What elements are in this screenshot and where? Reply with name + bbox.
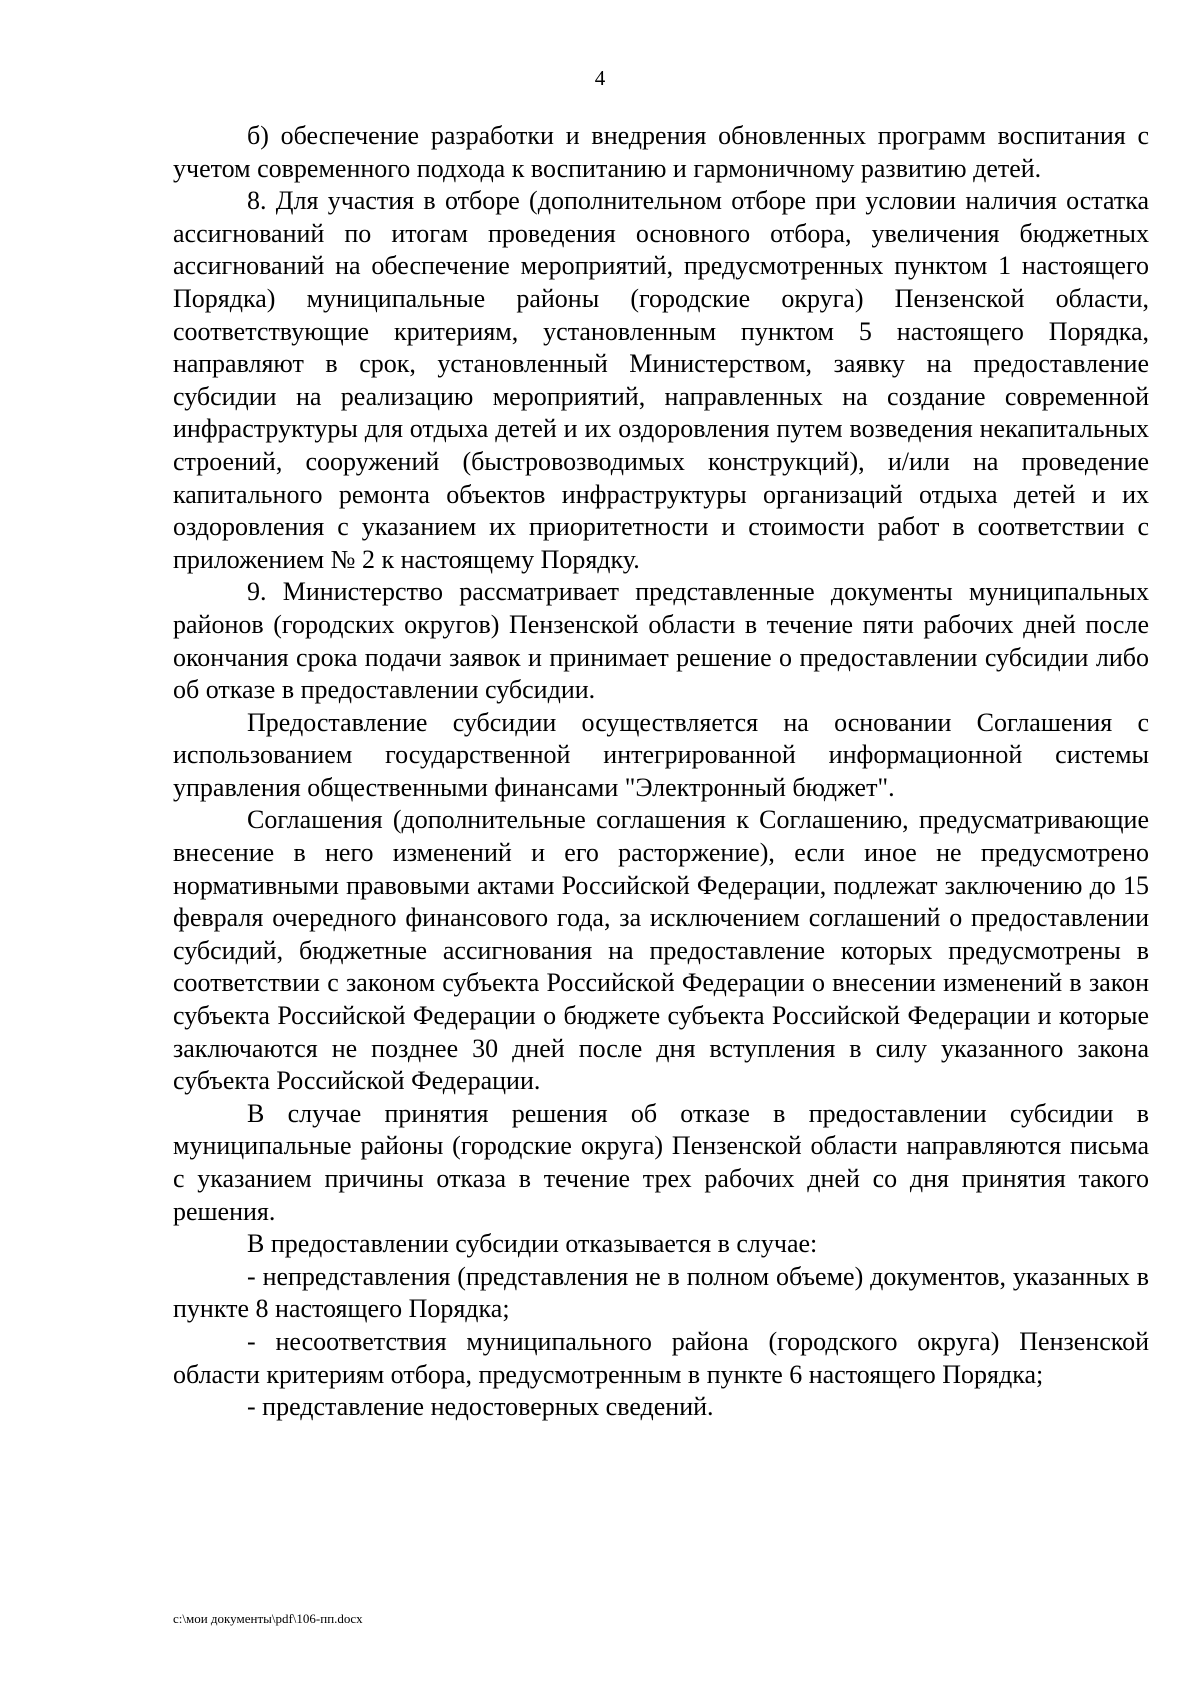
paragraph-agreement-deadline: Соглашения (дополнительные соглашения к Соглашению, предусматривающие внесение в него изменений и его расторжение), если иное не предусмотрено нормативными правовыми актами Российской Федерации, подлежат заключению до 15 февраля очередного финансового года, за исключением соглашений о предоставлении субсидий, бюджетные ассигнования на предоставление которых предусмотрены в соответствии с законом субъекта Российской Федерации о внесении изменений в закон субъекта Российской Федерации о бюджете субъекта Российской Федерации и которые заключаются не позднее 30 дней после дня вступления в силу указанного закона субъекта Российской Федерации. <box>173 805 1149 1096</box>
list-item-refusal-documents: - непредставления (представления не в полном объеме) документов, указанных в пункте 8 настоящего Порядка; <box>173 1261 1149 1324</box>
document-body <box>173 120 1149 1424</box>
paragraph-clause-8: 8. Для участия в отборе (дополнительном отборе при условии наличия остатка ассигнований по итогам проведения основного отбора, увеличения бюджетных ассигнований на обеспечение мероприятий, предусмотренных пунктом 1 настоящего Порядка) муниципальные районы (городские округа) Пензенской области, соответствующие критериям, установленным пунктом 5 настоящего Порядка, направляют в срок, установленный Министерством, заявку на предоставление субсидии на реализацию мероприятий, направленных на создание современной инфраструктуры для отдыха детей и их оздоровления путем возведения некапитальных строений, сооружений (быстровозводимых конструкций), и/или на проведение капитального ремонта объектов инфраструктуры организаций отдыха детей и их оздоровления с указанием их приоритетности и стоимости работ в соответствии с приложением № 2 к настоящему Порядку. <box>173 186 1149 574</box>
paragraph-item-b: б) обеспечение разработки и внедрения обновленных программ воспитания с учетом современного подхода к воспитанию и гармоничному развитию детей. <box>173 121 1149 183</box>
page-number: 4 <box>594 66 606 90</box>
list-item-refusal-criteria: - несоответствия муниципального района (городского округа) Пензенской области критериям отбора, предусмотренным в пункте 6 настоящего Порядка; <box>173 1326 1149 1389</box>
paragraph-refusal-notice: В случае принятия решения об отказе в предоставлении субсидии в муниципальные районы (городские округа) Пензенской области направляются письма с указанием причины отказа в течение трех рабочих дней со дня принятия такого решения. <box>173 1098 1149 1226</box>
footer-file-path: c:\мои документы\pdf\106-пп.docx <box>173 1611 363 1626</box>
paragraph-clause-9: 9. Министерство рассматривает представленные документы муниципальных районов (городских округов) Пензенской области в течение пяти рабочих дней после окончания срока подачи заявок и принимает решение о предоставлении субсидии либо об отказе в предоставлении субсидии. <box>173 577 1149 705</box>
paragraph-refusal-cases-intro: В предоставлении субсидии отказывается в случае: <box>247 1229 818 1259</box>
paragraph-agreement-basis: Предоставление субсидии осуществляется на основании Соглашения с использованием государственной интегрированной информационной системы управления общественными финансами "Электронный бюджет". <box>173 707 1149 802</box>
list-item-refusal-false-info: - представление недостоверных сведений. <box>247 1392 714 1422</box>
